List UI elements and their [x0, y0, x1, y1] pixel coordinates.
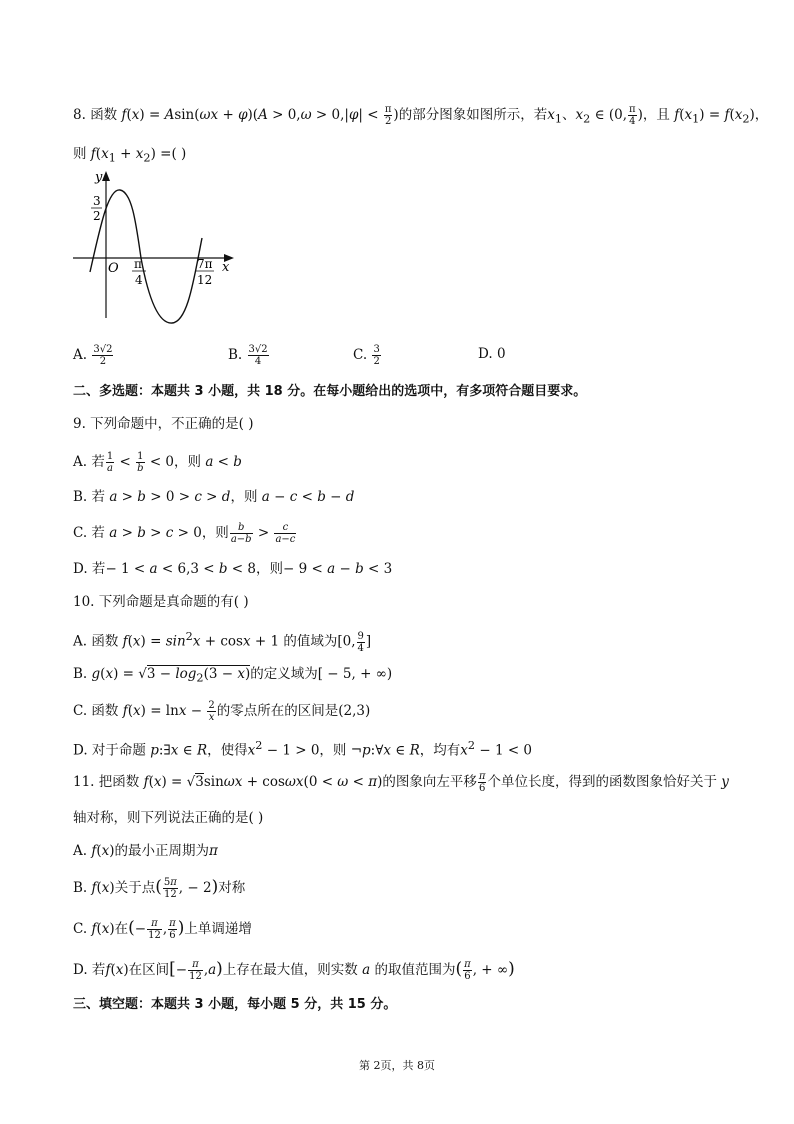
svg-text:π: π [134, 257, 142, 271]
q8-text: 函数 [90, 107, 118, 123]
q10-option-a[interactable]: A. 函数 $f(x) = \sin^2x + \cos x + 1$ 的值域为[0, $\frac{9}{4}$ ] [73, 630, 372, 654]
q8-line2: 则 $f(x_1 + x_2)$ =( ) [73, 146, 187, 165]
q11-option-a[interactable]: A. f(x)的最小正周期为π [73, 843, 218, 859]
q8-option-a[interactable]: A. $\frac{3√2}{2}$ [73, 344, 113, 367]
svg-text:4: 4 [135, 273, 143, 287]
y-axis-arrow-icon [102, 171, 110, 181]
q10-option-c[interactable]: C. 函数 f(x) = lnx − $\frac{2}{x}$ 的零点所在的区间是(2,3) [73, 700, 371, 723]
section-3-heading: 三、填空题：本题共 3 小题，每小题 5 分，共 15 分。 [73, 997, 397, 1012]
q9-option-d[interactable]: D. 若− 1 < a < 6,3 < b < 8，则− 9 < a − b < 3 [73, 561, 393, 577]
q9-option-b[interactable]: B. 若 a > b > 0 > c > d，则 a − c < b − d [73, 489, 355, 505]
q11-option-b[interactable]: B. f(x)关于点( $\frac{5\pi}{12}$ , − 2)对称 [73, 877, 246, 900]
q8-option-b[interactable]: B. $\frac{3√2}{4}$ [228, 344, 268, 367]
svg-text:12: 12 [197, 273, 213, 287]
q8-option-c[interactable]: C. $\frac{3}{2}$ [353, 344, 380, 367]
section-2-heading: 二、多选题：本题共 3 小题，共 18 分。在每小题给出的选项中，有多项符合题目要求。 [73, 384, 587, 399]
q11-stem-line2: 轴对称，则下列说法正确的是( ) [73, 810, 264, 826]
q10-stem: 10. 下列命题是真命题的有( ) [73, 594, 249, 610]
q8-option-d[interactable]: D. 0 [478, 346, 506, 362]
y-axis-label: y [95, 170, 103, 185]
origin-label: O [108, 261, 119, 276]
q10-option-d[interactable]: D. 对于命题 p:∃x ∈ R，使得$x^2 - 1 > 0$，则 ¬p:∀x ∈ R，均有$x^2 - 1 < 0$ [73, 739, 533, 759]
sine-curve [90, 190, 202, 323]
q11-option-d[interactable]: D. 若f(x)在区间[− $\frac{\pi}{12}$ ,a)上存在最大值，则实数 a 的取值范围为( $\frac{\pi}{6}$ , + ∞) [73, 959, 515, 982]
q9-option-c[interactable]: C. 若 a > b > c > 0，则 $\frac{b}{a-b}$ > $\frac{c}{a-c}$ [73, 522, 296, 545]
svg-text:2: 2 [93, 209, 101, 223]
q8-sine-graph [70, 168, 250, 328]
svg-text:3: 3 [93, 194, 101, 208]
q11-option-c[interactable]: C. f(x)在(− $\frac{\pi}{12}$ , $\frac{\pi}{6}$ )上单调递增 [73, 918, 252, 941]
q9-stem: 9. 下列命题中，不正确的是( ) [73, 416, 254, 432]
q9-option-a[interactable]: A. 若 $\frac{1}{a}$ < $\frac{1}{b}$ < 0，则 a < b [73, 451, 242, 474]
q8-line1: 8. 函数 f(x) = Asin(ωx + φ)(A > 0,ω > 0,|φ| < $\frac{\pi}{2}$ )的部分图象如图所示，若$x_1$、$x_2$ ∈ (0, $\frac{\pi}{4}$ )，且 $f(x_1) = f(x_2)$， [73, 104, 769, 127]
q10-option-b[interactable]: B. $g(x) = √3 - \log_2(3 - x)$的定义域为[ − 5, + ∞) [73, 666, 393, 685]
x-axis-label: x [222, 260, 230, 275]
page-footer: 第 2页，共 8页 [359, 1059, 435, 1072]
svg-text:7π: 7π [197, 257, 213, 271]
q11-stem-line1: 11. 把函数 f(x) = √3sinωx + cosωx(0 < ω < π)的图象向左平移 $\frac{\pi}{6}$ 个单位长度，得到的函数图象恰好关于 y [73, 771, 729, 794]
